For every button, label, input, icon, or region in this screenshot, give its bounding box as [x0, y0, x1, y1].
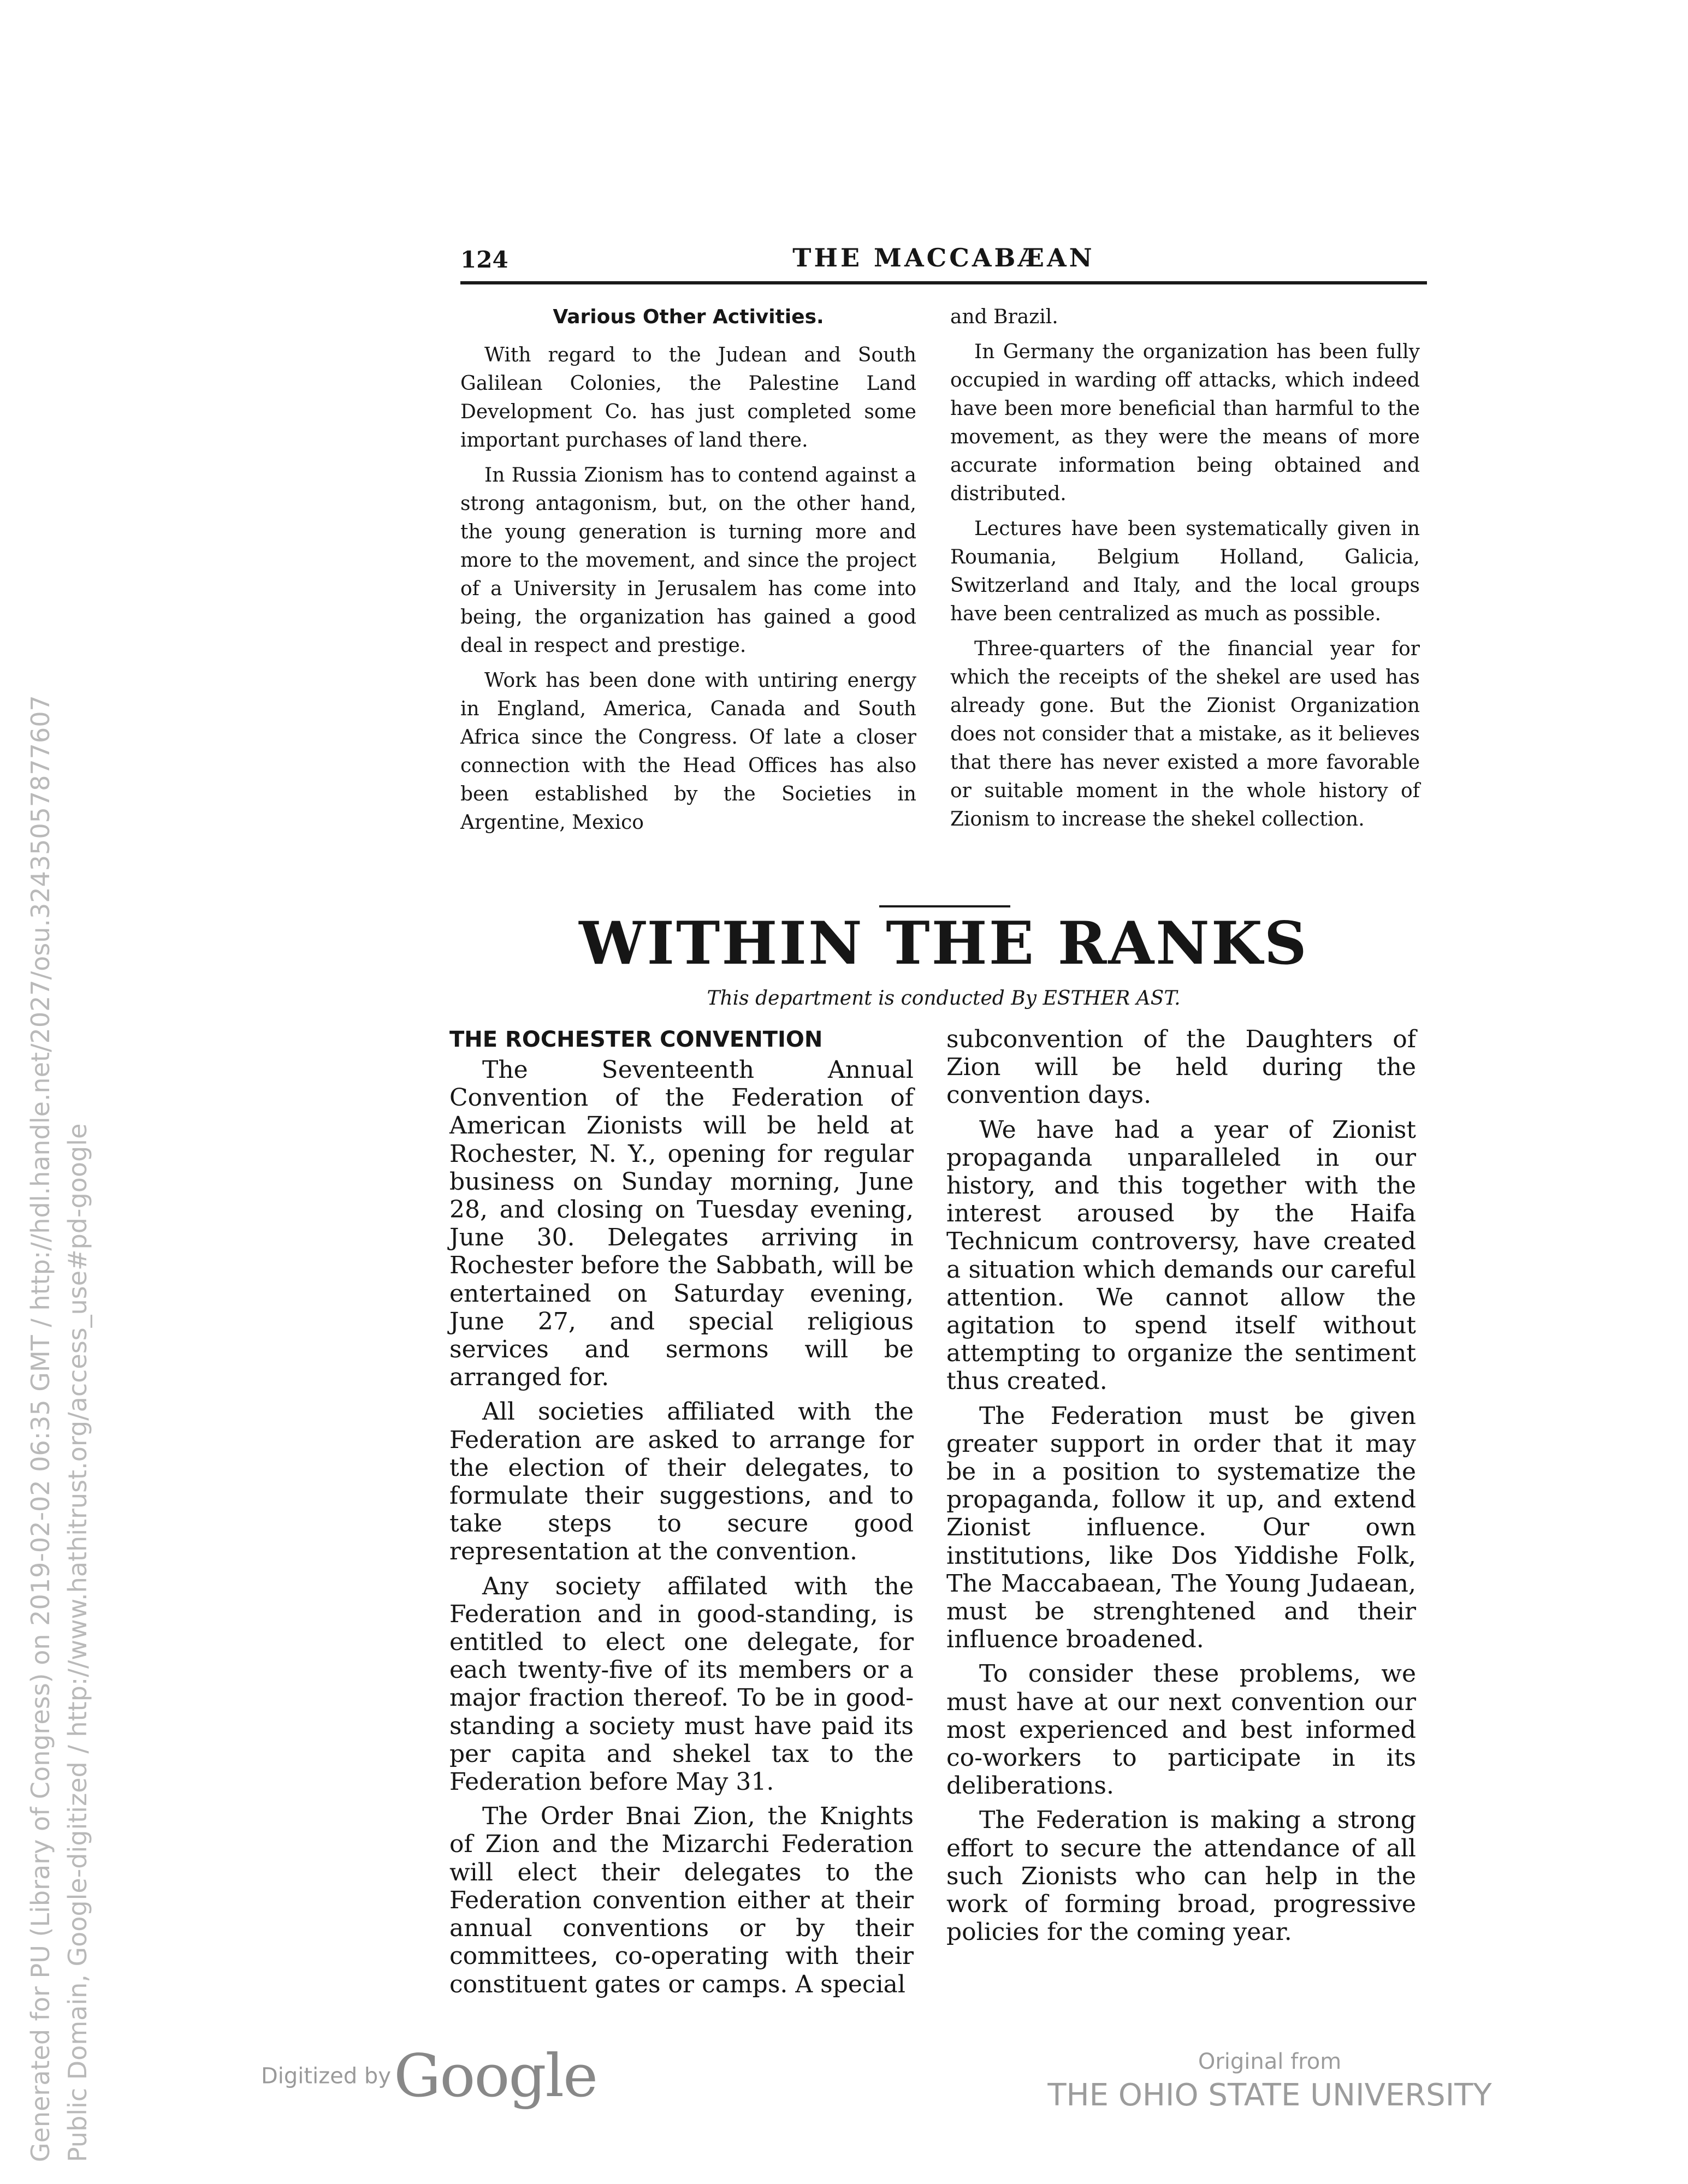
- department-byline: This department is conducted By ESTHER AST.: [707, 987, 1181, 1010]
- paragraph: With regard to the Judean and South Galilean Colonies, the Palestine Land Development Co. has just completed some important purchases of land there.: [460, 344, 916, 452]
- section-divider: [879, 905, 1010, 907]
- page-number: 124: [460, 246, 508, 273]
- upper-left-column: [460, 303, 916, 844]
- paragraph: To consider these problems, we must have at our next convention our most experienced and best informed co-workers to participate in its deliberations.: [946, 1660, 1416, 1800]
- paragraph: All societies affiliated with the Federation are asked to arrange for the election of their delegates, to formulate their suggestions, and to take steps to secure good representation at the convention.: [449, 1398, 914, 1566]
- upper-right-column: [950, 303, 1420, 840]
- article-heading: THE ROCHESTER CONVENTION: [449, 1027, 823, 1052]
- paragraph: The Order Bnai Zion, the Knights of Zion and the Mizarchi Federation will elect their delegates to the Federation convention either at their annual conventions or by their committees, co-operating with their constituent gates or camps. A special: [449, 1802, 914, 1998]
- paragraph-continuation: subconvention of the Daughters of Zion will be held during the convention days.: [946, 1025, 1416, 1109]
- original-source: [1032, 2046, 1507, 2114]
- paragraph: Lectures have been systematically given in Roumania, Belgium Holland, Galicia, Switzerland and Italy, and the local groups have been centralized as much as possible.: [950, 518, 1420, 625]
- google-logo: Google: [394, 2042, 597, 2110]
- digitized-by-label: Digitized by: [261, 2063, 391, 2089]
- hathitrust-watermark: [22, 695, 96, 2162]
- section-subheading: Various Other Activities.: [553, 306, 824, 328]
- university-name: THE OHIO STATE UNIVERSITY: [1047, 2078, 1492, 2113]
- paragraph: In Germany the organization has been fully occupied in warding off attacks, which indeed have been more beneficial than harmful to the movement, as they were the means of more accurate information being obtained and distributed.: [950, 341, 1420, 505]
- watermark-line-2: Public Domain, Google-digitized / http://www.hathitrust.org/access_use#pd-google: [63, 1123, 92, 2162]
- lower-right-column: [946, 1025, 1416, 1953]
- watermark-line-1: Generated for PU (Library of Congress) on 2019-02-02 06:35 GMT / http://hdl.handle.net/2027/osu.32435057877607: [26, 695, 55, 2162]
- paragraph: Any society affilated with the Federation and in good-standing, is entitled to elect one delegate, for each twenty-five of its members or a major fraction thereof. To be in good-standing a society must have paid its per capita and shekel tax to the Federation before May 31.: [449, 1572, 914, 1796]
- paragraph: We have had a year of Zionist propaganda unparalleled in our history, and this together with the interest aroused by the Haifa Technicum controversy, have created a situation which demands our careful attention. We cannot allow the agitation to spend itself without attempting to organize the sentiment thus created.: [946, 1115, 1416, 1396]
- paragraph-continuation: and Brazil.: [950, 306, 1058, 328]
- department-title: WITHIN THE RANKS: [579, 909, 1308, 978]
- page-header: [460, 243, 1427, 287]
- paragraph: The Federation is making a strong effort to secure the attendance of all such Zionists who can help in the work of forming broad, progressive policies for the coming year.: [946, 1806, 1416, 1946]
- running-title: THE MACCABÆAN: [792, 243, 1095, 272]
- paragraph: Work has been done with untiring energy in England, America, Canada and South Africa since the Congress. Of late a closer connection with the Head Offices has also been established by the Societies in Argentine, Mexico: [460, 669, 916, 834]
- paragraph: The Federation must be given greater support in order that it may be in a position to systematize the propaganda, follow it up, and extend Zionist influence. Our own institutions, like Dos Yiddishe Folk, The Maccabaean, The Young Judaean, must be strenghtened and their influence broadened.: [946, 1402, 1416, 1654]
- paragraph: The Seventeenth Annual Convention of the Federation of American Zionists will be held at Rochester, N. Y., opening for regular business on Sunday morning, June 28, and closing on Tuesday evening, June 30. Delegates arriving in Rochester before the Sabbath, will be entertained on Saturday evening, June 27, and special religious services and sermons will be arranged for.: [449, 1056, 914, 1392]
- lower-left-column: [449, 1025, 914, 2005]
- original-from-label: Original from: [1198, 2049, 1342, 2074]
- digitized-by-google: [261, 2042, 597, 2110]
- paragraph: In Russia Zionism has to contend against a strong antagonism, but, on the other hand, the young generation is turning more and more to the movement, and since the project of a University in Jerusalem has come into being, the organization has gained a good deal in respect and prestige.: [460, 464, 916, 657]
- paragraph: Three-quarters of the financial year for which the receipts of the shekel are used has already gone. But the Zionist Organization does not consider that a mistake, as it believes that there has never existed a more favorable or suitable moment in the whole history of Zionism to increase the shekel collection.: [950, 638, 1420, 830]
- header-rule: [460, 281, 1427, 284]
